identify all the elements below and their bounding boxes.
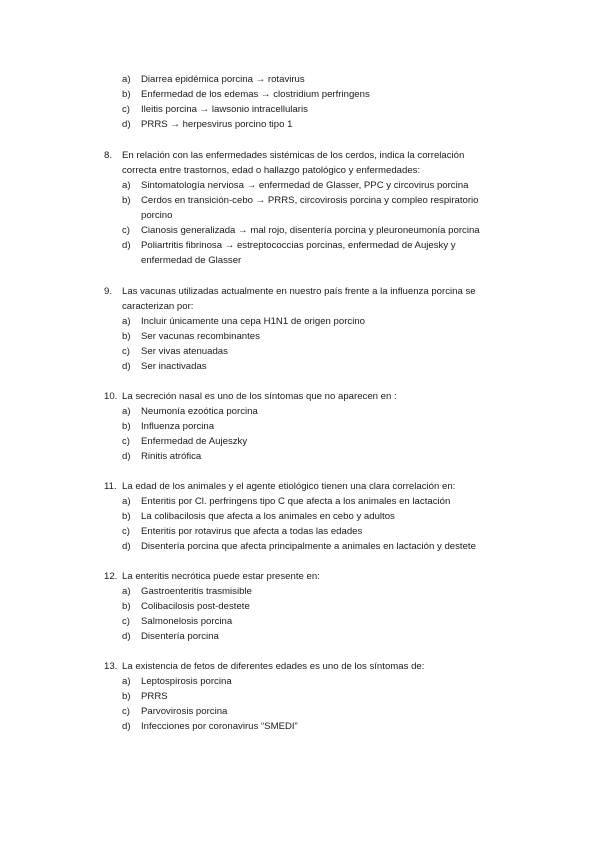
question-11 (104, 479, 504, 554)
option-letter: d) (122, 631, 131, 642)
question-number: 10. (104, 391, 118, 402)
option-letter: a) (122, 406, 131, 417)
option-text-continued: enfermedad de Glasser (141, 255, 242, 266)
option-text: PRRS → herpesvirus porcino tipo 1 (141, 119, 293, 130)
option-row (104, 359, 504, 374)
option-text: Ser vivas atenuadas (141, 346, 228, 357)
option-text: Gastroenteritis trasmisible (141, 586, 252, 597)
option-letter: a) (122, 496, 131, 507)
option-letter: d) (122, 451, 131, 462)
option-row (104, 117, 504, 132)
option-text: Ser inactivadas (141, 361, 207, 372)
option-letter: c) (122, 526, 130, 537)
option-text: Cerdos en transición-cebo → PRRS, circovirosis porcina y compleo respiratorio (141, 195, 479, 206)
option-letter: c) (122, 104, 130, 115)
question-number: 13. (104, 661, 118, 672)
question-number: 12. (104, 571, 118, 582)
option-text: Enfermedad de los edemas → clostridium perfringens (141, 89, 370, 100)
question-9 (104, 284, 504, 374)
option-letter: d) (122, 119, 131, 130)
option-text: Rinitis atrófica (141, 451, 202, 462)
option-letter: c) (122, 436, 130, 447)
option-row (104, 524, 504, 539)
option-text: Ileitis porcina → lawsonio intracellularis (141, 104, 308, 115)
option-text: Incluir únicamente una cepa H1N1 de origen porcino (141, 316, 365, 327)
question-text: La edad de los animales y el agente etiológico tienen una clara correlación en: (122, 481, 456, 492)
question-line (104, 479, 504, 494)
option-text: Colibacilosis post-destete (141, 601, 250, 612)
option-row (104, 494, 504, 509)
option-row (104, 719, 504, 734)
option-letter: b) (122, 691, 131, 702)
question-10 (104, 389, 504, 464)
option-row (104, 584, 504, 599)
option-text: La colibacilosis que afecta a los animales en cebo y adultos (141, 511, 395, 522)
option-row (104, 404, 504, 419)
option-row (104, 449, 504, 464)
option-text: Sintomatología nerviosa → enfermedad de Glasser, PPC y circovirus porcina (141, 180, 469, 191)
option-row (104, 704, 504, 719)
question-line (104, 389, 504, 404)
option-text: Disentería porcina (141, 631, 219, 642)
option-text: Neumonía ezoótica porcina (141, 406, 258, 417)
option-letter: a) (122, 316, 131, 327)
option-text: Salmonelosis porcina (141, 616, 233, 627)
option-row (104, 314, 504, 329)
option-letter: d) (122, 361, 131, 372)
option-row (104, 614, 504, 629)
option-row (104, 238, 504, 253)
option-text: PRRS (141, 691, 168, 702)
question-12 (104, 569, 504, 644)
option-row (104, 72, 504, 87)
option-row (104, 178, 504, 193)
option-letter: b) (122, 421, 131, 432)
question-text: La existencia de fetos de diferentes edades es uno de los síntomas de: (122, 661, 425, 672)
option-letter: d) (122, 721, 131, 732)
option-row (104, 87, 504, 102)
option-text: Leptospirosis porcina (141, 676, 232, 687)
option-row (104, 193, 504, 208)
option-letter: c) (122, 616, 130, 627)
option-text: Poliartritis fibrinosa → estreptococcias porcinas, enfermedad de Aujesky y (141, 240, 456, 251)
question-text-continued: caracterizan por: (122, 301, 194, 312)
option-text: Ser vacunas recombinantes (141, 331, 260, 342)
option-text: Cianosis generalizada → mal rojo, disentería porcina y pleuroneumonía porcina (141, 225, 480, 236)
option-text: Diarrea epidémica porcina → rotavirus (141, 74, 305, 85)
option-letter: d) (122, 240, 131, 251)
question-line (104, 148, 504, 163)
option-row (104, 689, 504, 704)
option-row (104, 674, 504, 689)
option-letter: a) (122, 586, 131, 597)
option-row (104, 102, 504, 117)
question-line (104, 569, 504, 584)
option-row (104, 629, 504, 644)
question-7-options (104, 72, 504, 132)
option-row (104, 509, 504, 524)
option-letter: c) (122, 225, 130, 236)
question-text: La enteritis necrótica puede estar presente en: (122, 571, 320, 582)
option-letter: c) (122, 346, 130, 357)
question-text: La secreción nasal es uno de los síntomas que no aparecen en : (122, 391, 397, 402)
question-13 (104, 659, 504, 734)
question-number: 8. (104, 150, 113, 161)
question-text-continued: correcta entre trastornos, edad o hallazgo patológico y enfermedades: (122, 165, 421, 176)
question-number: 11. (104, 481, 117, 492)
option-letter: b) (122, 601, 131, 612)
option-row (104, 599, 504, 614)
option-text-continued: porcino (141, 210, 173, 221)
option-text: Enfermedad de Aujeszky (141, 436, 248, 447)
option-text: Influenza porcina (141, 421, 215, 432)
option-letter: b) (122, 511, 131, 522)
option-row (104, 539, 504, 554)
option-row (104, 419, 504, 434)
question-line (104, 284, 504, 299)
option-row (104, 223, 504, 238)
option-letter: a) (122, 180, 131, 191)
option-row (104, 329, 504, 344)
option-text: Disentería porcina que afecta principalmente a animales en lactación y destete (141, 541, 476, 552)
option-row (104, 344, 504, 359)
option-letter: a) (122, 676, 131, 687)
option-text: Parvovirosis porcina (141, 706, 228, 717)
question-text: Las vacunas utilizadas actualmente en nuestro país frente a la influenza porcina se (122, 286, 476, 297)
option-text: Enteritis por Cl. perfringens tipo C que afecta a los animales en lactación (141, 496, 451, 507)
question-8 (104, 148, 504, 268)
option-letter: b) (122, 331, 131, 342)
option-letter: c) (122, 706, 130, 717)
option-letter: a) (122, 74, 131, 85)
question-number: 9. (104, 286, 113, 297)
option-text: Infecciones por coronavirus “SMEDI” (141, 721, 298, 732)
option-letter: b) (122, 89, 131, 100)
question-text: En relación con las enfermedades sistémicas de los cerdos, indica la correlación (122, 150, 465, 161)
option-letter: d) (122, 541, 131, 552)
option-text: Enteritis por rotavirus que afecta a todas las edades (141, 526, 363, 537)
question-line (104, 659, 504, 674)
option-row (104, 434, 504, 449)
option-letter: b) (122, 195, 131, 206)
